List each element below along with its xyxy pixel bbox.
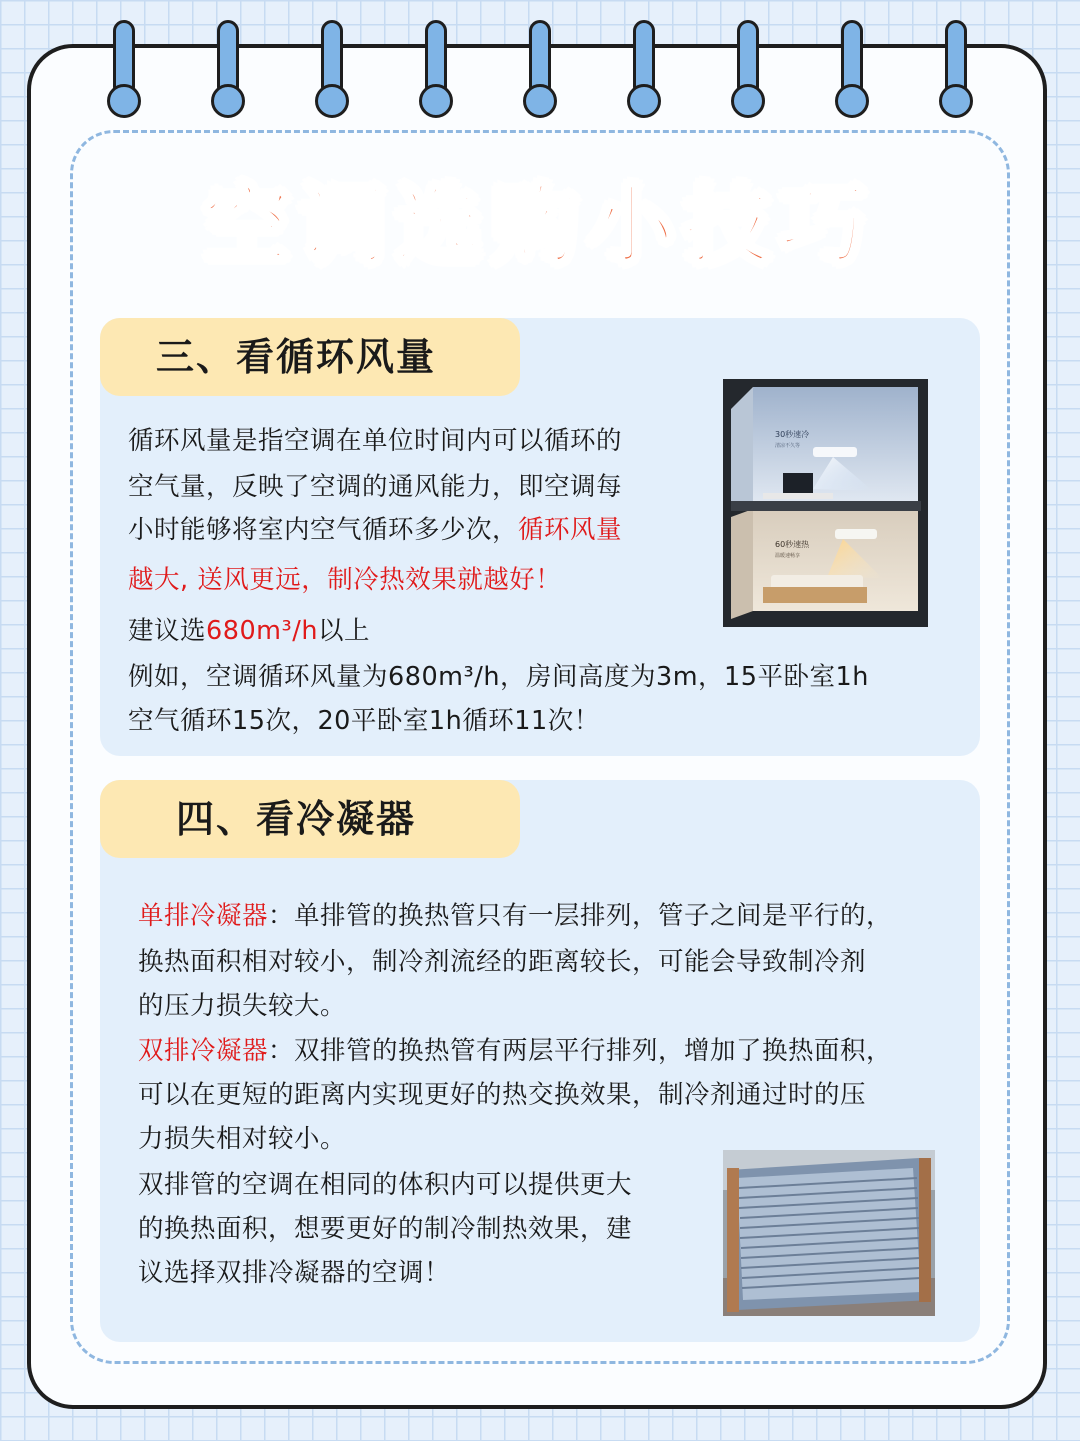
condenser-double-line (138, 1028, 892, 1075)
binder-ring (113, 20, 135, 112)
condenser-summary-line: 的换热面积，想要更好的制冷制热效果，建 (138, 1214, 633, 1244)
condenser-double-line: 可以在更短的距离内实现更好的热交换效果，制冷剂通过时的压 (138, 1080, 867, 1110)
photo-label-bottom: 60秒速热 (775, 540, 810, 549)
binder-ring (321, 20, 343, 112)
recommend-suffix: 以上 (318, 616, 371, 646)
binder-ring (633, 20, 655, 112)
airflow-example-line: 空气循环15次，20平卧室1h循环11次！ (128, 706, 600, 736)
condenser-summary-line: 双排管的空调在相同的体积内可以提供更大 (138, 1170, 633, 1200)
single-condenser-label: 单排冷凝器 (138, 901, 269, 931)
recommend-value: 680m³/h (206, 616, 319, 646)
page-title: 空调选购小技巧 (204, 176, 876, 276)
airflow-example-line: 例如，空调循环风量为680m³/h，房间高度为3m，15平卧室1h (128, 662, 869, 692)
condenser-photo (723, 1150, 935, 1316)
binder-ring (425, 20, 447, 112)
photo-sub-bottom: 温暖速畅享 (775, 553, 801, 559)
condenser-single-line: 的压力损失较大。 (138, 991, 347, 1021)
airflow-text-part: 小时能够将室内空气循环多少次， (128, 515, 519, 545)
binder-ring (945, 20, 967, 112)
binder-ring (529, 20, 551, 112)
condenser-single-line: 换热面积相对较小，制冷剂流经的距离较长，可能会导致制冷剂 (138, 947, 867, 977)
double-condenser-label: 双排冷凝器 (138, 1036, 269, 1066)
photo-sub-top: 清凉不久等 (775, 443, 801, 449)
photo-label-top: 30秒速冷 (775, 430, 810, 439)
room-illustration-photo (723, 379, 928, 627)
double-condenser-text: ：双排管的换热管有两层平行排列，增加了换热面积， (268, 1036, 893, 1066)
airflow-text-line: 空气量，反映了空调的通风能力，即空调每 (128, 472, 623, 502)
section-heading-condenser: 四、看冷凝器 (100, 780, 520, 858)
binder-ring (737, 20, 759, 112)
airflow-text-line: 循环风量是指空调在单位时间内可以循环的 (128, 426, 623, 456)
binder-ring (217, 20, 239, 112)
single-condenser-text: ：单排管的换热管只有一层排列，管子之间是平行的， (268, 901, 893, 931)
airflow-highlight: 循环风量 (518, 515, 623, 545)
condenser-double-line: 力损失相对较小。 (138, 1124, 347, 1154)
binder-ring (841, 20, 863, 112)
airflow-recommend-line (128, 608, 370, 655)
airflow-text-line (128, 507, 622, 554)
recommend-prefix: 建议选 (128, 616, 207, 646)
section-heading-airflow: 三、看循环风量 (100, 318, 520, 396)
condenser-single-line (138, 893, 892, 940)
airflow-highlight-line: 越大, 送风更远，制冷热效果就越好！ (128, 565, 562, 595)
condenser-summary-line: 议选择双排冷凝器的空调！ (138, 1258, 451, 1288)
binder-rings (0, 0, 1080, 120)
